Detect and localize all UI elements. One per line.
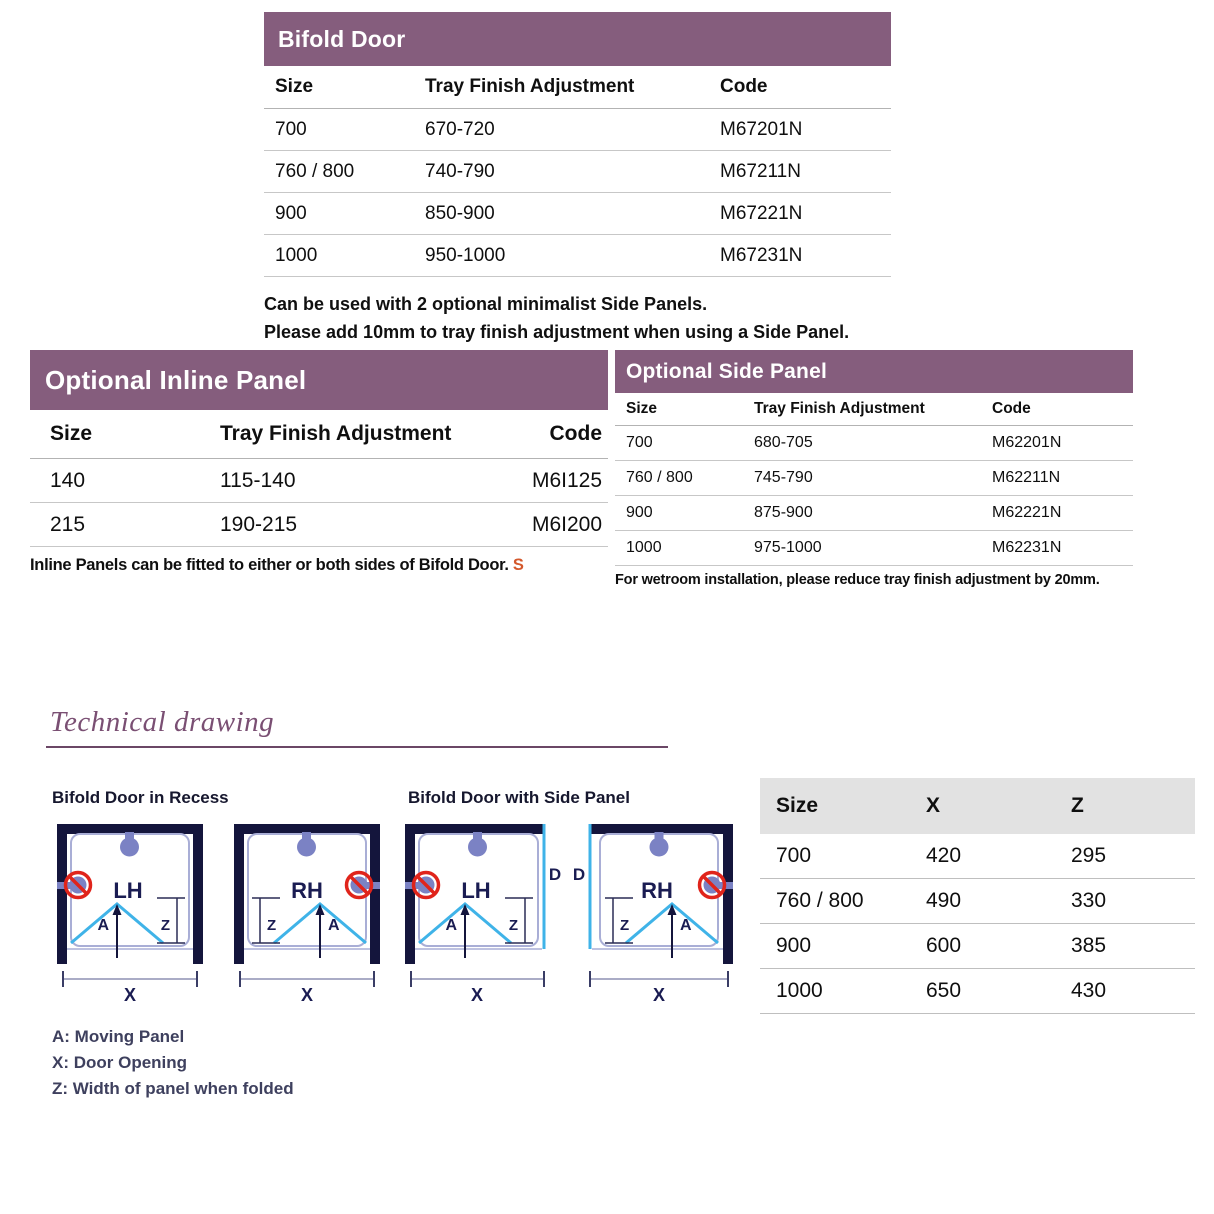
cell-z: 385 bbox=[1071, 934, 1107, 957]
cell-code: M67211N bbox=[720, 160, 801, 182]
hand-label: LH bbox=[461, 878, 491, 903]
cell-size: 760 / 800 bbox=[626, 469, 693, 486]
arrow-a bbox=[461, 904, 470, 958]
panel-d-label: D bbox=[572, 865, 586, 884]
caption-bifold-in-recess: Bifold Door in Recess bbox=[52, 788, 229, 807]
column-header-code: Code bbox=[992, 400, 1031, 417]
a-label: A bbox=[680, 917, 692, 934]
column-header-size: Size bbox=[776, 794, 819, 817]
cell-tray: 740-790 bbox=[425, 160, 495, 182]
table-title: Optional Inline Panel bbox=[45, 364, 307, 395]
table-row bbox=[615, 461, 1133, 496]
wall-left bbox=[57, 824, 67, 964]
x-label: X bbox=[123, 985, 137, 1005]
cell-tray: 875-900 bbox=[754, 504, 813, 521]
cell-tray: 975-1000 bbox=[754, 539, 822, 556]
cell-tray: 950-1000 bbox=[425, 244, 506, 266]
wall-right bbox=[193, 824, 203, 964]
table-row bbox=[264, 193, 891, 235]
a-label: A bbox=[97, 917, 109, 934]
cell-z: 295 bbox=[1071, 844, 1107, 867]
table-row bbox=[615, 426, 1133, 461]
table-row bbox=[760, 969, 1195, 1014]
table-row bbox=[615, 496, 1133, 531]
table-row bbox=[760, 879, 1195, 924]
heading-rule bbox=[46, 746, 668, 748]
table-row bbox=[615, 531, 1133, 566]
cell-size: 700 bbox=[776, 844, 812, 867]
side-panel-note: For wetroom installation, please reduce tray finish adjustment by 20mm. bbox=[615, 572, 1100, 588]
cell-tray: 745-790 bbox=[754, 469, 813, 486]
diagram-rh-side-panel bbox=[563, 818, 735, 1010]
column-header-code: Code bbox=[720, 76, 768, 97]
arrow-a bbox=[316, 904, 325, 958]
cell-size: 140 bbox=[50, 468, 86, 492]
column-header-tray: Tray Finish Adjustment bbox=[425, 76, 635, 97]
x-label: X bbox=[652, 985, 666, 1005]
diagram-legend bbox=[52, 1024, 294, 1102]
wall-right bbox=[370, 824, 380, 964]
z-label: Z bbox=[508, 917, 518, 934]
wall-left bbox=[405, 824, 415, 964]
x-label: X bbox=[300, 985, 314, 1005]
z-label: Z bbox=[620, 917, 630, 934]
legend-line-z: Z: Width of panel when folded bbox=[52, 1079, 294, 1098]
column-header-code: Code bbox=[549, 422, 602, 445]
optional-inline-panel-table bbox=[30, 350, 608, 575]
hand-label: RH bbox=[641, 878, 673, 903]
hand-label: LH bbox=[113, 878, 143, 903]
showerhead-icon bbox=[650, 832, 669, 857]
cell-size: 700 bbox=[626, 434, 653, 451]
diagram-lh-recess bbox=[55, 818, 205, 1010]
cell-code: M6I125 bbox=[531, 468, 602, 492]
table-title: Optional Side Panel bbox=[626, 359, 828, 383]
cell-size: 1000 bbox=[626, 539, 662, 556]
showerhead-icon bbox=[120, 832, 139, 857]
table-header-row bbox=[615, 393, 1133, 426]
cell-size: 215 bbox=[50, 512, 86, 536]
hand-label: RH bbox=[291, 878, 323, 903]
arrow-a bbox=[113, 904, 122, 958]
cell-z: 330 bbox=[1071, 889, 1107, 912]
cell-code: M62231N bbox=[992, 539, 1062, 556]
legend-line-x: X: Door Opening bbox=[52, 1053, 188, 1072]
cell-tray: 850-900 bbox=[425, 202, 495, 224]
z-label: Z bbox=[160, 917, 170, 934]
cell-z: 430 bbox=[1071, 979, 1107, 1002]
column-header-size: Size bbox=[275, 76, 314, 97]
cell-x: 600 bbox=[926, 934, 962, 957]
table-title-bar bbox=[264, 12, 891, 66]
column-header-z: Z bbox=[1071, 794, 1084, 817]
bifold-door-table bbox=[264, 12, 891, 277]
table-title-bar bbox=[30, 350, 608, 410]
table-row bbox=[760, 834, 1195, 879]
column-header-tray: Tray Finish Adjustment bbox=[220, 422, 452, 445]
cell-code: M62221N bbox=[992, 504, 1062, 521]
table-header-row bbox=[760, 778, 1195, 834]
table-row bbox=[30, 459, 608, 503]
a-label: A bbox=[328, 917, 340, 934]
cell-x: 420 bbox=[926, 844, 962, 867]
panel-d-label: D bbox=[548, 865, 562, 884]
showerhead-icon bbox=[297, 832, 316, 857]
cell-size: 1000 bbox=[275, 244, 318, 266]
table-row bbox=[760, 924, 1195, 969]
z-label: Z bbox=[267, 917, 277, 934]
table-title: Bifold Door bbox=[278, 25, 406, 52]
inline-panel-note bbox=[30, 556, 608, 575]
cell-code: M6I200 bbox=[531, 512, 602, 536]
cell-code: M67221N bbox=[720, 202, 803, 224]
dimension-table bbox=[760, 778, 1195, 1014]
technical-drawing-heading: Technical drawing bbox=[50, 706, 275, 738]
cell-x: 650 bbox=[926, 979, 962, 1002]
cell-tray: 190-215 bbox=[220, 512, 298, 536]
cell-size: 900 bbox=[626, 504, 653, 521]
cell-size: 900 bbox=[275, 202, 307, 224]
x-label: X bbox=[470, 985, 484, 1005]
table-row bbox=[264, 151, 891, 193]
column-header-x: X bbox=[926, 794, 941, 817]
cell-code: M62201N bbox=[992, 434, 1062, 451]
cell-code: M67201N bbox=[720, 118, 803, 140]
note-line: Please add 10mm to tray finish adjustment when using a Side Panel. bbox=[264, 322, 850, 342]
note-text: Inline Panels can be fitted to either or both sides of Bifold Door. bbox=[30, 556, 513, 574]
cell-tray: 680-705 bbox=[754, 434, 813, 451]
caption-bifold-with-side-panel: Bifold Door with Side Panel bbox=[408, 788, 630, 807]
column-header-size: Size bbox=[626, 400, 658, 417]
cell-size: 760 / 800 bbox=[776, 889, 864, 912]
column-header-size: Size bbox=[50, 422, 93, 445]
cell-tray: 670-720 bbox=[425, 118, 495, 140]
table-row bbox=[264, 109, 891, 151]
cell-tray: 115-140 bbox=[220, 468, 296, 492]
cell-size: 1000 bbox=[776, 979, 823, 1002]
wall-right bbox=[723, 824, 733, 964]
legend-line-a: A: Moving Panel bbox=[52, 1027, 185, 1046]
table-header-row bbox=[30, 410, 608, 459]
table-row bbox=[30, 503, 608, 547]
cell-size: 700 bbox=[275, 118, 307, 140]
cell-code: M62211N bbox=[992, 469, 1061, 486]
table-row bbox=[264, 235, 891, 277]
cell-code: M67231N bbox=[720, 244, 803, 266]
arrow-a bbox=[668, 904, 677, 958]
cell-x: 490 bbox=[926, 889, 962, 912]
bifold-notes bbox=[264, 290, 849, 346]
wall-left bbox=[234, 824, 244, 964]
showerhead-icon bbox=[468, 832, 487, 857]
table-header-row bbox=[264, 66, 891, 109]
cell-size: 900 bbox=[776, 934, 812, 957]
a-label: A bbox=[445, 917, 457, 934]
diagram-rh-recess bbox=[232, 818, 382, 1010]
optional-side-panel-table bbox=[615, 350, 1133, 588]
column-header-tray: Tray Finish Adjustment bbox=[754, 400, 925, 417]
note-line: Can be used with 2 optional minimalist Side Panels. bbox=[264, 294, 708, 314]
note-cut-text: S bbox=[512, 556, 524, 574]
diagram-lh-side-panel bbox=[403, 818, 573, 1010]
cell-size: 760 / 800 bbox=[275, 160, 355, 182]
table-title-bar bbox=[615, 350, 1133, 393]
